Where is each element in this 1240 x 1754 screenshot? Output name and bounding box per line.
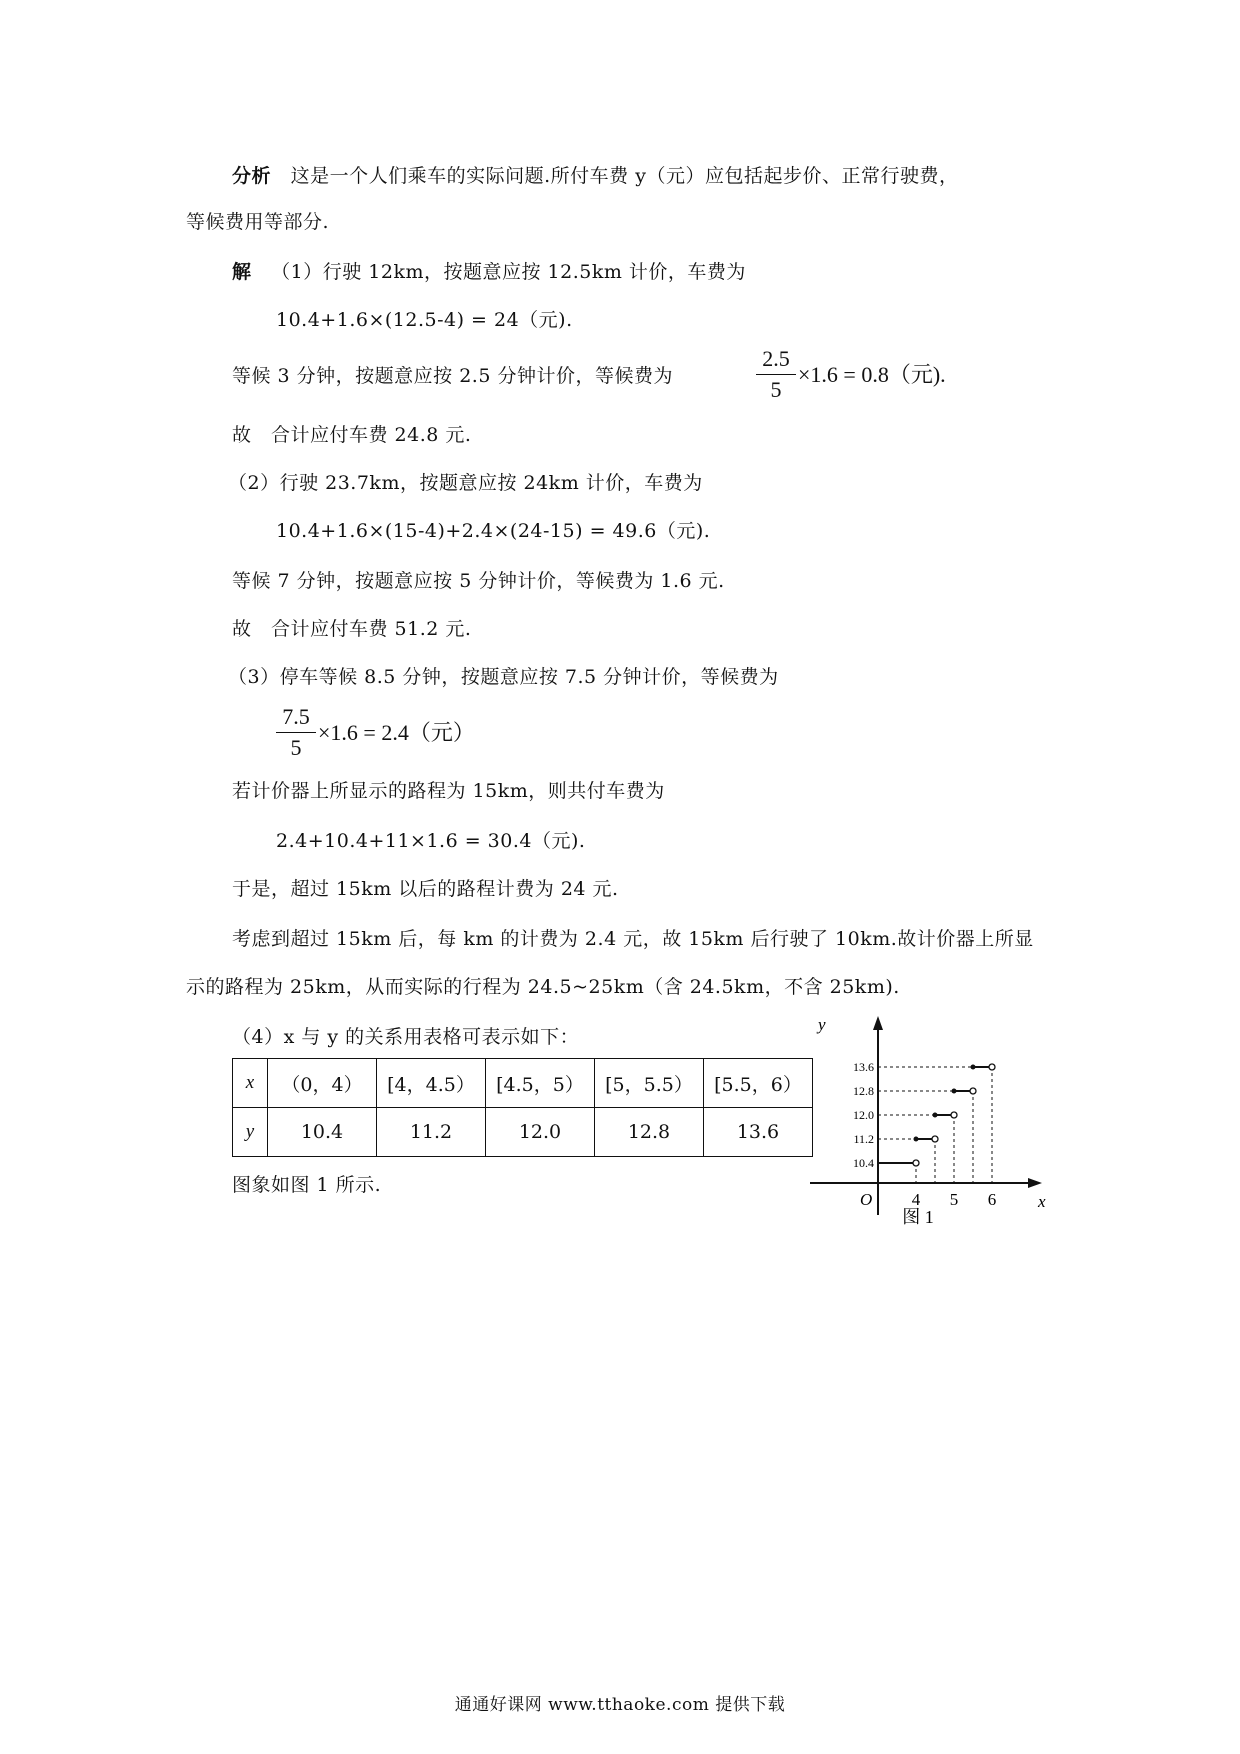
fraction-2-bar [276, 732, 316, 733]
table-cell: 12.0 [486, 1108, 595, 1157]
step-open-point [951, 1112, 957, 1118]
table-cell: [5，5.5） [595, 1059, 704, 1108]
table-cell: 11.2 [377, 1108, 486, 1157]
y-tick-label: 12.0 [853, 1108, 874, 1122]
fraction-2-numerator: 7.5 [282, 704, 310, 729]
part1-formula: 10.4+1.6×(12.5-4) = 24（元). [276, 309, 573, 331]
fraction-1-denominator: 5 [770, 377, 782, 402]
fraction-2-rest: ×1.6 = 2.4（元） [318, 720, 475, 745]
step-closed-point [952, 1089, 957, 1094]
table-cell: （0，4） [268, 1059, 377, 1108]
x-tick-label: 5 [949, 1190, 959, 1209]
part3-line6: 考虑到超过 15km 后，每 km 的计费为 2.4 元，故 15km 后行驶了 10km.故计价器上所显 [232, 928, 1034, 950]
step-open-point [932, 1136, 938, 1142]
y-tick-label: 10.4 [853, 1156, 874, 1170]
part3-formula: 2.4+10.4+11×1.6 = 30.4（元). [276, 830, 586, 852]
fraction-1-numerator: 2.5 [762, 346, 790, 371]
footer-text: 通通好课网 www.tthaoke.com 提供下载 [454, 1695, 786, 1715]
part3-line3: 若计价器上所显示的路程为 15km，则共付车费为 [232, 780, 665, 802]
y-tick-label: 13.6 [853, 1060, 874, 1074]
figure-caption-text: 图象如图 1 所示. [232, 1174, 382, 1196]
part3-line7: 示的路程为 25km，从而实际的行程为 24.5~25km（含 24.5km，不含 25km). [186, 976, 900, 998]
table-header-x: x [233, 1059, 268, 1108]
figure-title: 图 1 [902, 1207, 934, 1227]
table-row-x [233, 1059, 813, 1108]
xy-table [232, 1058, 813, 1157]
fraction-2 [276, 704, 316, 761]
table-cell: 13.6 [704, 1108, 813, 1157]
analysis-text-1: 这是一个人们乘车的实际问题.所付车费 y（元）应包括起步价、正常行驶费， [290, 165, 959, 187]
x-tick-label: 4 [911, 1190, 921, 1209]
fraction-1 [756, 346, 796, 403]
part2-wait-text: 等候 7 分钟，按题意应按 5 分钟计价，等候费为 1.6 元. [232, 570, 725, 592]
solution-label: 解 [232, 261, 252, 283]
part1-intro: （1）行驶 12km，按题意应按 12.5km 计价，车费为 [271, 261, 746, 283]
fraction-1-bar [756, 374, 796, 375]
table-cell: [4，4.5） [377, 1059, 486, 1108]
part1-wait-text: 等候 3 分钟，按题意应按 2.5 分钟计价，等候费为 [232, 365, 673, 387]
part4-line1: （4）x 与 y 的关系用表格可表示如下： [232, 1026, 580, 1048]
y-tick-label: 11.2 [853, 1132, 874, 1146]
solution-part1-line1 [232, 259, 746, 285]
step-closed-point [933, 1113, 938, 1118]
part2-total: 故 合计应付车费 51.2 元. [232, 618, 472, 640]
x-axis-arrow [1028, 1178, 1042, 1188]
table-cell: [4.5，5） [486, 1059, 595, 1108]
table-cell: 10.4 [268, 1108, 377, 1157]
analysis-text-2: 等候费用等部分. [186, 211, 330, 233]
y-tick-label: 12.8 [853, 1084, 874, 1098]
step-closed-point [914, 1137, 919, 1142]
table-header-y: y [233, 1108, 268, 1157]
part1-total: 故 合计应付车费 24.8 元. [232, 424, 472, 446]
analysis-paragraph [232, 163, 958, 189]
x-axis-label: x [1038, 1192, 1046, 1211]
y-axis-label: y [818, 1015, 826, 1034]
step-open-point [913, 1160, 919, 1166]
y-axis-arrow [873, 1016, 883, 1030]
fraction-1-rest: ×1.6 = 0.8（元). [798, 362, 946, 387]
table-row-y [233, 1108, 813, 1157]
part3-line1: （3）停车等候 8.5 分钟，按题意应按 7.5 分钟计价，等候费为 [228, 666, 779, 688]
step-open-point [970, 1088, 976, 1094]
fraction-2-denominator: 5 [290, 735, 302, 760]
figure-1-chart [800, 1010, 1070, 1230]
part3-line5: 于是，超过 15km 以后的路程计费为 24 元. [232, 878, 619, 900]
table-cell: 12.8 [595, 1108, 704, 1157]
analysis-label: 分析 [232, 165, 272, 187]
part2-formula: 10.4+1.6×(15-4)+2.4×(24-15) = 49.6（元). [276, 520, 711, 542]
table-cell: [5.5，6） [704, 1059, 813, 1108]
x-tick-label: 6 [987, 1190, 997, 1209]
step-open-point [989, 1064, 995, 1070]
part2-line1: （2）行驶 23.7km，按题意应按 24km 计价，车费为 [228, 472, 703, 494]
origin-label: O [860, 1190, 873, 1209]
step-closed-point [971, 1065, 976, 1070]
